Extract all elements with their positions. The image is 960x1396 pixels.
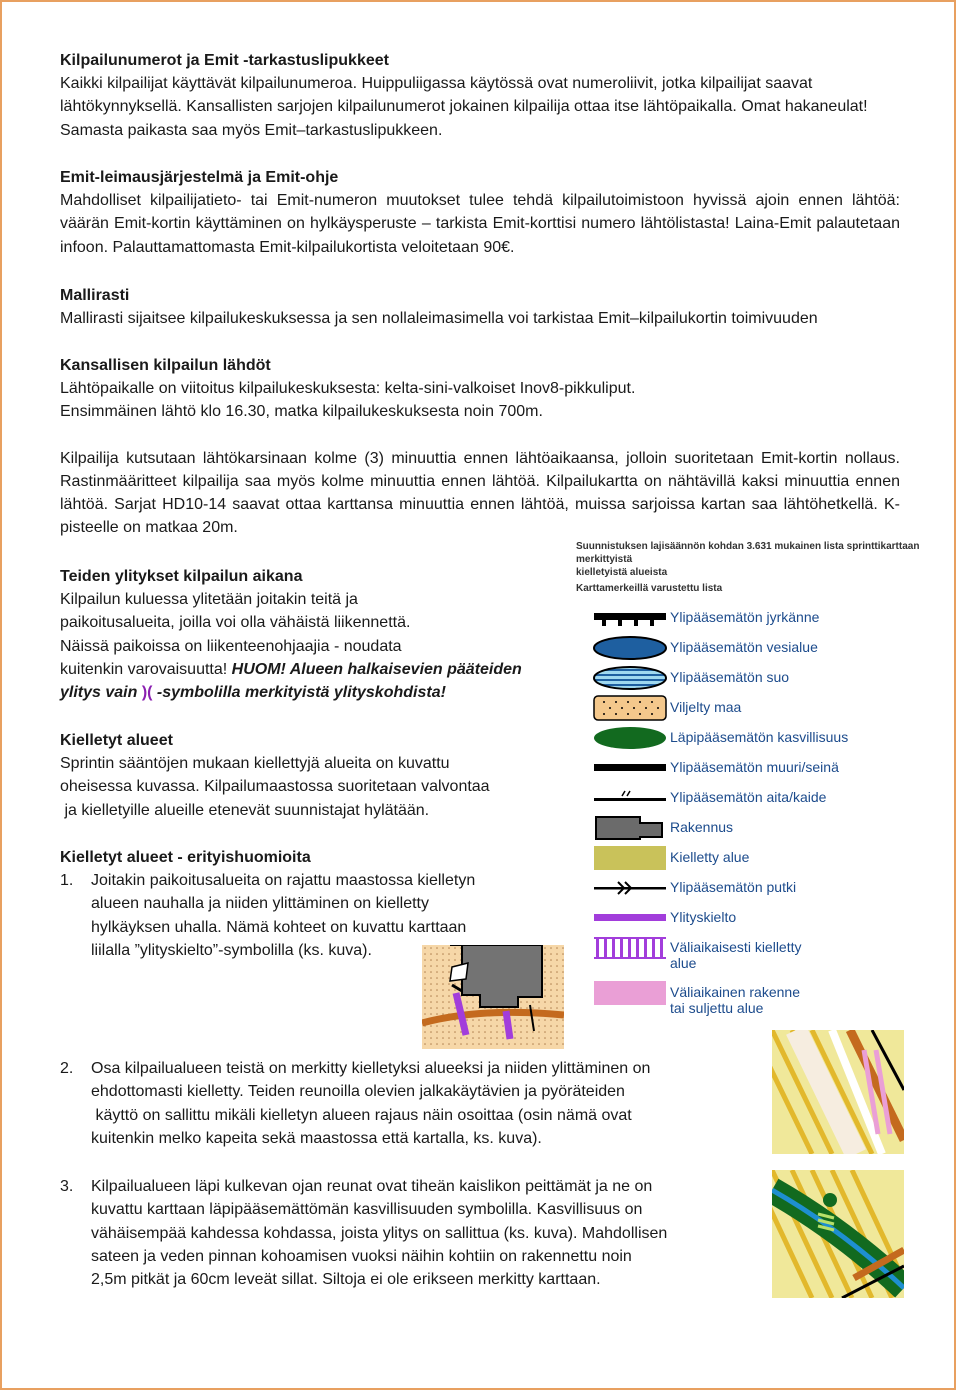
section-forbidden [60, 729, 570, 822]
impassable-pipe-icon [592, 875, 668, 901]
impassable-fence-icon [592, 785, 668, 811]
legend-row [576, 695, 896, 725]
cultivated-land-icon [592, 695, 668, 721]
legend-label-line: Väliaikainen rakenne [670, 984, 800, 1000]
section-title: Teiden ylitykset kilpailun aikana [60, 568, 303, 585]
section-line: Kilpailun kuluessa ylitetään joitakin teitä ja [60, 591, 358, 608]
legend-row [576, 665, 896, 695]
list-line: Kilpailualueen läpi kulkevan ojan reunat ovat tiheän kaislikon peittämät ja ne on [91, 1178, 653, 1195]
legend-label-line: alue [670, 955, 697, 971]
legend-heading: Suunnistuksen lajisäännön kohdan 3.631 mukainen lista sprinttikarttaan merkittyistä [576, 541, 920, 565]
legend-row [576, 785, 896, 815]
section-mallirasti [60, 284, 920, 330]
section-line [60, 658, 570, 681]
legend-label: Ylipääsemätön jyrkänne [670, 609, 820, 625]
forbidden-area-icon [592, 845, 668, 871]
section-text: Mallirasti sijaitsee kilpailukeskuksessa ja sen nollaleimasimella voi tarkistaa Emit–kilpailukortin toimivuuden [60, 310, 818, 327]
legend-label: Ylipääsemätön suo [670, 669, 790, 685]
section-text: Mahdolliset kilpailijatieto- tai Emit-numeron muutokset tulee tehdä kilpailutoimistoon hyvissä ajoin ennen lähtöä: väärän Emit-kortin käyttäminen on hylkäysperuste – tarkista Emit-korttisi numero lähtölistasta! Laina-Emit palautetaan infoon. Palauttamattomasta Emit-kilpailukortista veloitetaan 90€. [60, 192, 900, 256]
section-text: Kilpailija kutsutaan lähtökarsinaan kolme (3) minuuttia ennen lähtöaikaansa, jolloin suoritetaan Emit-kortin nollaus. Rastinmääritteet kilpailija saa myös kolme minuuttia ennen lähtöä. Kilpailukartta on nähtävillä kaksi minuuttia ennen lähtöä. Sarjat HD10-14 saavat ottaa karttansa minuuttia ennen lähtöä, muissa sarjoissa kartan saa lähtöhetkellä. K-pisteelle on matkaa 20m. [60, 449, 900, 537]
map-excerpt-roads [772, 1030, 904, 1154]
map-excerpt-building [422, 945, 564, 1049]
legend-label [670, 984, 800, 1016]
crossing-forbidden-icon [592, 905, 668, 931]
list-number: 3. [60, 1178, 74, 1195]
list-line: ehdottomasti kielletty. Teiden reunoilla olevien jalkakäytävien ja pyöräteiden [91, 1083, 625, 1101]
temp-structure-icon [592, 980, 668, 1006]
list-item [60, 1057, 760, 1150]
section-emit-numbers [60, 49, 900, 142]
list-number: 1. [60, 872, 74, 889]
legend-label: Ylityskielto [670, 909, 737, 925]
legend-row [576, 845, 896, 875]
impassable-cliff-icon [592, 605, 668, 631]
legend-label: Rakennus [670, 819, 734, 835]
section-line: Sprintin sääntöjen mukaan kiellettyjä alueita on kuvattu [60, 755, 450, 772]
section-title: Kilpailunumerot ja Emit -tarkastuslipukkeet [60, 52, 389, 69]
list-line: alueen nauhalla ja niiden ylittäminen on kielletty [91, 895, 429, 913]
list-line: 2,5m pitkät ja 60cm leveät sillat. Siltoja ei ole erikseen merkitty karttaan. [91, 1271, 601, 1289]
section-title: Emit-leimausjärjestelmä ja Emit-ohje [60, 169, 339, 186]
legend-row [576, 755, 896, 785]
legend-label-line: Väliaikaisesti kielletty [670, 939, 802, 955]
legend-row [576, 725, 896, 755]
crossing-symbol: )( [141, 684, 153, 702]
section-line: Näissä paikoissa on liikenteenohjaajia - noudata [60, 637, 402, 655]
legend-row [576, 935, 896, 975]
list-line: vähäisempää kahdessa kohdassa, joista ylitys on sallittua (ks. kuva). Mahdollisen [91, 1224, 668, 1242]
legend-row [576, 875, 896, 905]
impassable-wall-icon [592, 755, 668, 781]
legend-label: Ylipääsemätön putki [670, 879, 797, 895]
list-line: kuvattu karttaan läpipääsemättömän kasvillisuuden symbolilla. Kasvillisuus on [91, 1201, 643, 1219]
list-line: käyttö on sallittu mikäli kielletyn alueen rajaus näin osoittaa (osin nämä ovat [91, 1106, 632, 1124]
legend-subheading: Karttamerkeillä varustettu lista [576, 583, 723, 594]
legend-label: Läpipääsemätön kasvillisuus [670, 729, 849, 745]
text-emphasis: -symbolilla merkityistä ylityskohdista! [152, 684, 446, 702]
section-line [60, 681, 570, 704]
impassable-water-icon [592, 635, 668, 661]
section-line: paikoitusalueita, joilla voi olla vähäistä liikennettä. [60, 614, 411, 632]
section-line: Lähtöpaikalle on viitoitus kilpailukeskuksesta: kelta-sini-valkoiset Inov8-pikkuliput. [60, 380, 636, 397]
legend-row [576, 635, 896, 665]
impassable-vegetation-icon [592, 725, 668, 751]
section-line: ja kielletyille alueille etenevät suunnistajat hylätään. [60, 801, 430, 819]
legend-label: Ylipääsemätön muuri/seinä [670, 759, 839, 775]
legend-label-line: tai suljettu alue [670, 1000, 764, 1016]
section-road-crossing [60, 565, 570, 704]
text-emphasis: ylitys vain [60, 684, 142, 702]
legend-panel [576, 540, 936, 1030]
legend-label: Viljelty maa [670, 699, 742, 715]
legend-heading: kielletyistä alueista [576, 567, 668, 578]
building-icon [592, 815, 668, 841]
section-title: Mallirasti [60, 287, 130, 304]
legend-row [576, 605, 896, 635]
list-item [60, 1175, 760, 1291]
section-line: Ensimmäinen lähtö klo 16.30, matka kilpailukeskuksesta noin 700m. [60, 403, 543, 421]
section-title: Kielletyt alueet [60, 732, 173, 749]
text-emphasis: HUOM! Alueen halkaisevien pääteiden [231, 660, 522, 678]
section-title: Kielletyt alueet - erityishuomioita [60, 849, 311, 866]
section-text: Kaikki kilpailijat käyttävät kilpailunumeroa. Huippuliigassa käytössä ovat numeroliivit, jotka kilpailijat saavat lähtökynnyksellä. Kansallisten sarjojen kilpailunumerot jokainen kilpailija ottaa itse lähtöpaikalla. Omat hakaneulat! Samasta paikasta saa myös Emit–tarkastuslipukkeen. [60, 75, 868, 139]
section-line: oheisessa kuvassa. Kilpailumaastossa suoritetaan valvontaa [60, 778, 490, 796]
legend-label [670, 939, 802, 971]
list-line: hylkäyksen uhalla. Nämä kohteet on kuvattu karttaan [91, 918, 467, 936]
section-title: Kansallisen kilpailun lähdöt [60, 357, 271, 374]
list-line: Joitakin paikoitusalueita on rajattu maastossa kielletyn [91, 872, 476, 889]
list-line: kuitenkin melko kapeita sekä maastossa että kartalla, ks. kuva). [91, 1129, 542, 1147]
map-excerpt-ditch [772, 1170, 904, 1298]
list-number: 2. [60, 1060, 74, 1077]
list-line: Osa kilpailualueen teistä on merkitty kielletyksi alueeksi ja niiden ylittäminen on [91, 1060, 651, 1077]
impassable-marsh-icon [592, 665, 668, 691]
legend-label: Ylipääsemätön vesialue [670, 639, 818, 655]
text-plain: kuitenkin varovaisuutta! [60, 660, 232, 678]
legend-label: Ylipääsemätön aita/kaide [670, 789, 827, 805]
temp-forbidden-icon [592, 935, 668, 961]
legend-row [576, 905, 896, 935]
legend-label: Kielletty alue [670, 849, 750, 865]
section-starts [60, 354, 900, 540]
legend-row [576, 980, 896, 1020]
list-line: sateen ja veden pinnan kohoamisen vuoksi näihin kohtiin on rakennettu noin [91, 1247, 632, 1265]
list-line: liilalla ”ylityskielto”-symbolilla (ks. kuva). [91, 941, 372, 959]
section-emit-system [60, 166, 900, 259]
legend-row [576, 815, 896, 845]
